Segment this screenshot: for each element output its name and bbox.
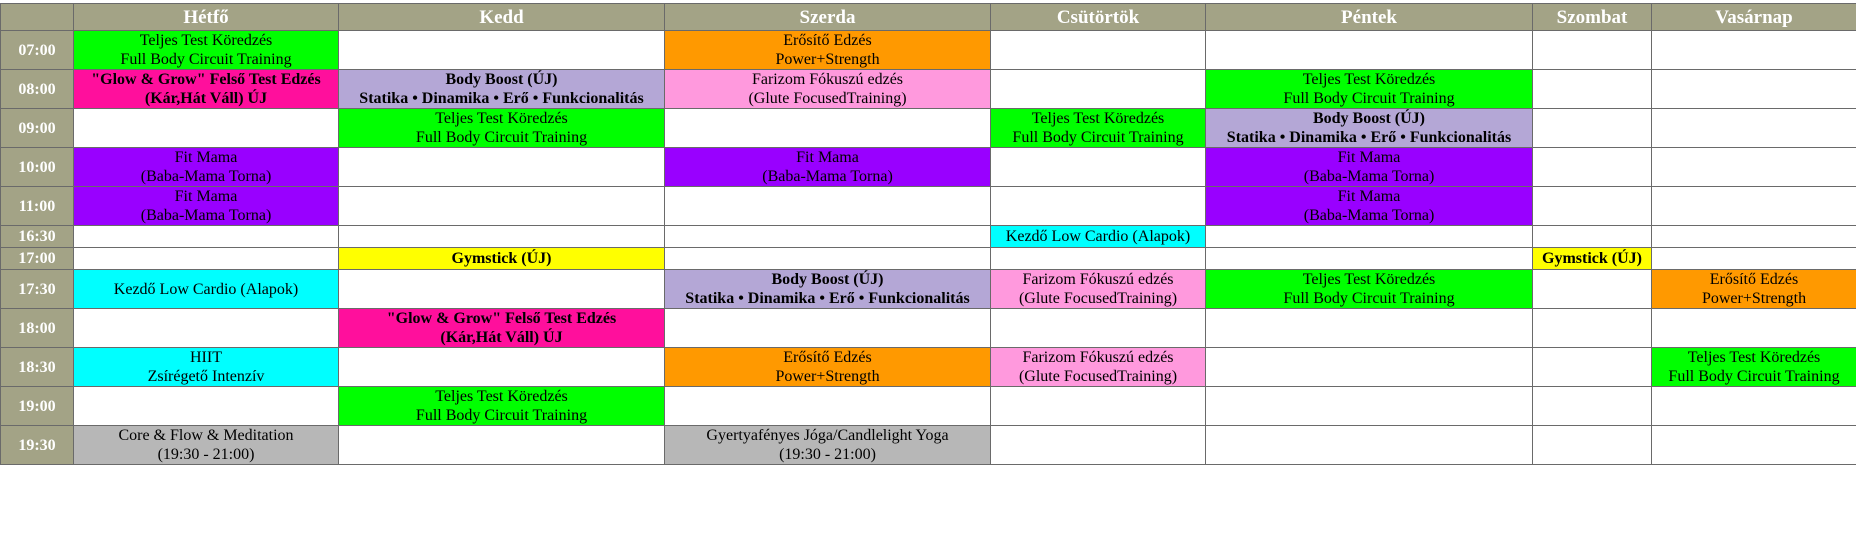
empty-cell: [991, 309, 1206, 348]
empty-cell: [339, 270, 665, 309]
class-subtitle: (Baba-Mama Torna): [1303, 207, 1435, 224]
class-subtitle: Full Body Circuit Training: [1283, 90, 1455, 107]
empty-cell: [1533, 426, 1652, 465]
class-cell[interactable]: [1206, 270, 1533, 309]
empty-cell: [1206, 226, 1533, 248]
empty-cell: [74, 109, 339, 148]
time-label: 19:30: [1, 426, 74, 465]
class-cell[interactable]: [665, 270, 991, 309]
class-subtitle: Power+Strength: [1701, 290, 1807, 307]
empty-cell: [339, 226, 665, 248]
class-name: Erősítő Edzés: [783, 349, 872, 366]
empty-cell: [1652, 109, 1856, 148]
day-header: Hétfő: [74, 4, 339, 31]
empty-cell: [1533, 109, 1652, 148]
class-name: HIIT: [190, 349, 222, 366]
time-label: 11:00: [1, 187, 74, 226]
class-subtitle: (Kár,Hát Váll) ÚJ: [440, 329, 563, 346]
class-cell[interactable]: [991, 270, 1206, 309]
class-cell[interactable]: [339, 109, 665, 148]
empty-cell: [665, 109, 991, 148]
empty-cell: [74, 387, 339, 426]
class-name: Fit Mama: [796, 149, 859, 166]
empty-cell: [665, 309, 991, 348]
time-slot-row: [1, 31, 1856, 70]
class-subtitle: (Baba-Mama Torna): [140, 168, 272, 185]
empty-cell: [1533, 70, 1652, 109]
class-subtitle: (Baba-Mama Torna): [140, 207, 272, 224]
empty-cell: [991, 70, 1206, 109]
class-cell[interactable]: [339, 70, 665, 109]
class-subtitle: (19:30 - 21:00): [157, 446, 255, 463]
class-cell[interactable]: [991, 109, 1206, 148]
class-name: "Glow & Grow" Felső Test Edzés: [91, 71, 321, 88]
class-name: Core & Flow & Meditation: [118, 427, 294, 444]
class-subtitle: (19:30 - 21:00): [779, 446, 876, 463]
class-subtitle: Full Body Circuit Training: [1668, 368, 1840, 385]
class-cell[interactable]: [1652, 270, 1856, 309]
class-subtitle: Full Body Circuit Training: [415, 129, 588, 146]
empty-cell: [1652, 148, 1856, 187]
empty-cell: [1533, 31, 1652, 70]
class-subtitle: (Baba-Mama Torna): [1303, 168, 1435, 185]
class-cell[interactable]: [665, 148, 991, 187]
empty-cell: [339, 31, 665, 70]
class-subtitle: (Glute FocusedTraining): [1018, 368, 1178, 385]
empty-cell: [991, 387, 1206, 426]
day-header: Szerda: [665, 4, 991, 31]
class-subtitle: Zsírégető Intenzív: [147, 368, 265, 385]
class-cell[interactable]: [74, 31, 339, 70]
class-subtitle: Statika • Dinamika • Erő • Funkcionalitás: [359, 90, 644, 107]
class-cell[interactable]: [665, 70, 991, 109]
day-header: Kedd: [339, 4, 665, 31]
class-name: Teljes Test Köredzés: [435, 110, 568, 127]
time-label: 19:00: [1, 387, 74, 426]
empty-cell: [665, 248, 991, 270]
class-name: Teljes Test Köredzés: [139, 32, 273, 49]
day-header: Péntek: [1206, 4, 1533, 31]
class-cell[interactable]: [74, 187, 339, 226]
class-name: Kezdő Low Cardio (Alapok): [1005, 228, 1191, 245]
class-cell[interactable]: [665, 348, 991, 387]
class-cell[interactable]: [339, 387, 665, 426]
class-name: Teljes Test Köredzés: [1687, 349, 1821, 366]
empty-cell: [1652, 387, 1856, 426]
empty-cell: [339, 187, 665, 226]
class-cell[interactable]: [74, 348, 339, 387]
class-name: Teljes Test Köredzés: [1031, 110, 1165, 127]
empty-cell: [339, 148, 665, 187]
class-cell[interactable]: [1206, 187, 1533, 226]
class-name: Farizom Fókuszú edzés: [1022, 349, 1174, 366]
empty-cell: [339, 426, 665, 465]
class-cell[interactable]: [74, 426, 339, 465]
class-name: Kezdő Low Cardio (Alapok): [113, 280, 299, 298]
class-name: Erősítő Edzés: [1709, 271, 1799, 288]
empty-cell: [1652, 70, 1856, 109]
time-label: 08:00: [1, 70, 74, 109]
time-label: 17:30: [1, 270, 74, 309]
class-name: Gyertyafényes Jóga/Candlelight Yoga: [706, 427, 949, 444]
empty-cell: [1206, 387, 1533, 426]
class-subtitle: (Glute FocusedTraining): [1018, 290, 1178, 307]
class-subtitle: Power+Strength: [775, 368, 880, 385]
class-subtitle: Full Body Circuit Training: [1012, 129, 1184, 146]
class-cell[interactable]: [339, 248, 665, 270]
empty-cell: [1652, 226, 1856, 248]
class-cell[interactable]: [74, 270, 339, 309]
time-label: 17:00: [1, 248, 74, 270]
empty-cell: [1652, 248, 1856, 270]
time-slot-row: [1, 426, 1856, 465]
class-cell[interactable]: [665, 31, 991, 70]
weekly-schedule-table: [0, 3, 1856, 465]
empty-cell: [1533, 187, 1652, 226]
empty-cell: [74, 248, 339, 270]
class-name: Fit Mama: [1337, 188, 1401, 205]
time-slot-row: [1, 248, 1856, 270]
day-header: Csütörtök: [991, 4, 1206, 31]
time-label: 10:00: [1, 148, 74, 187]
class-cell[interactable]: [991, 226, 1206, 248]
empty-cell: [665, 187, 991, 226]
day-header: Vasárnap: [1652, 4, 1856, 31]
empty-cell: [1206, 426, 1533, 465]
class-name: Teljes Test Köredzés: [435, 388, 568, 405]
time-slot-row: [1, 148, 1856, 187]
class-cell[interactable]: [339, 309, 665, 348]
class-cell[interactable]: [1533, 248, 1652, 270]
class-name: "Glow & Grow" Felső Test Edzés: [386, 310, 617, 327]
time-label: 18:30: [1, 348, 74, 387]
time-slot-row: [1, 387, 1856, 426]
empty-cell: [1652, 426, 1856, 465]
empty-cell: [1533, 348, 1652, 387]
empty-cell: [991, 31, 1206, 70]
empty-cell: [1533, 387, 1652, 426]
empty-cell: [1652, 31, 1856, 70]
class-name: Fit Mama: [1337, 149, 1401, 166]
time-slot-row: [1, 109, 1856, 148]
empty-cell: [1533, 226, 1652, 248]
corner-cell: [1, 4, 74, 31]
class-name: Gymstick (ÚJ): [1542, 250, 1642, 267]
class-name: Fit Mama: [174, 188, 238, 205]
day-header: Szombat: [1533, 4, 1652, 31]
class-name: Body Boost (ÚJ): [1312, 110, 1425, 127]
empty-cell: [1652, 187, 1856, 226]
time-slot-row: [1, 270, 1856, 309]
class-name: Body Boost (ÚJ): [445, 71, 558, 88]
class-cell[interactable]: [1206, 148, 1533, 187]
class-name: Farizom Fókuszú edzés: [751, 71, 904, 88]
time-slot-row: [1, 70, 1856, 109]
empty-cell: [74, 309, 339, 348]
empty-cell: [1206, 348, 1533, 387]
empty-cell: [1206, 31, 1533, 70]
empty-cell: [665, 226, 991, 248]
class-name: Teljes Test Köredzés: [1302, 71, 1436, 88]
empty-cell: [339, 348, 665, 387]
class-subtitle: (Baba-Mama Torna): [762, 168, 893, 185]
empty-cell: [665, 387, 991, 426]
class-subtitle: (Kár,Hát Váll) ÚJ: [144, 90, 268, 107]
class-cell[interactable]: [1652, 348, 1856, 387]
class-name: Gymstick (ÚJ): [451, 250, 552, 267]
time-slot-row: [1, 226, 1856, 248]
class-name: Teljes Test Köredzés: [1302, 271, 1436, 288]
class-subtitle: (Glute FocusedTraining): [748, 90, 907, 107]
empty-cell: [74, 226, 339, 248]
time-slot-row: [1, 309, 1856, 348]
class-name: Fit Mama: [174, 149, 238, 166]
class-subtitle: Full Body Circuit Training: [1283, 290, 1455, 307]
time-label: 09:00: [1, 109, 74, 148]
time-label: 18:00: [1, 309, 74, 348]
header-row: [1, 4, 1856, 31]
empty-cell: [991, 148, 1206, 187]
class-cell[interactable]: [1206, 70, 1533, 109]
empty-cell: [991, 248, 1206, 270]
empty-cell: [1533, 309, 1652, 348]
class-subtitle: Statika • Dinamika • Erő • Funkcionalitás: [685, 290, 970, 307]
class-subtitle: Power+Strength: [775, 51, 880, 68]
empty-cell: [1533, 148, 1652, 187]
class-cell[interactable]: [1206, 109, 1533, 148]
time-slot-row: [1, 348, 1856, 387]
class-name: Farizom Fókuszú edzés: [1022, 271, 1174, 288]
empty-cell: [1533, 270, 1652, 309]
empty-cell: [991, 187, 1206, 226]
class-subtitle: Statika • Dinamika • Erő • Funkcionalitás: [1226, 129, 1512, 146]
class-cell[interactable]: [74, 70, 339, 109]
time-slot-row: [1, 187, 1856, 226]
class-cell[interactable]: [74, 148, 339, 187]
class-name: Body Boost (ÚJ): [771, 271, 884, 288]
empty-cell: [1206, 248, 1533, 270]
class-subtitle: Full Body Circuit Training: [120, 51, 292, 68]
class-subtitle: Full Body Circuit Training: [415, 407, 588, 424]
empty-cell: [1206, 309, 1533, 348]
class-cell[interactable]: [991, 348, 1206, 387]
class-name: Erősítő Edzés: [783, 32, 872, 49]
class-cell[interactable]: [665, 426, 991, 465]
time-label: 16:30: [1, 226, 74, 248]
time-label: 07:00: [1, 31, 74, 70]
empty-cell: [991, 426, 1206, 465]
empty-cell: [1652, 309, 1856, 348]
